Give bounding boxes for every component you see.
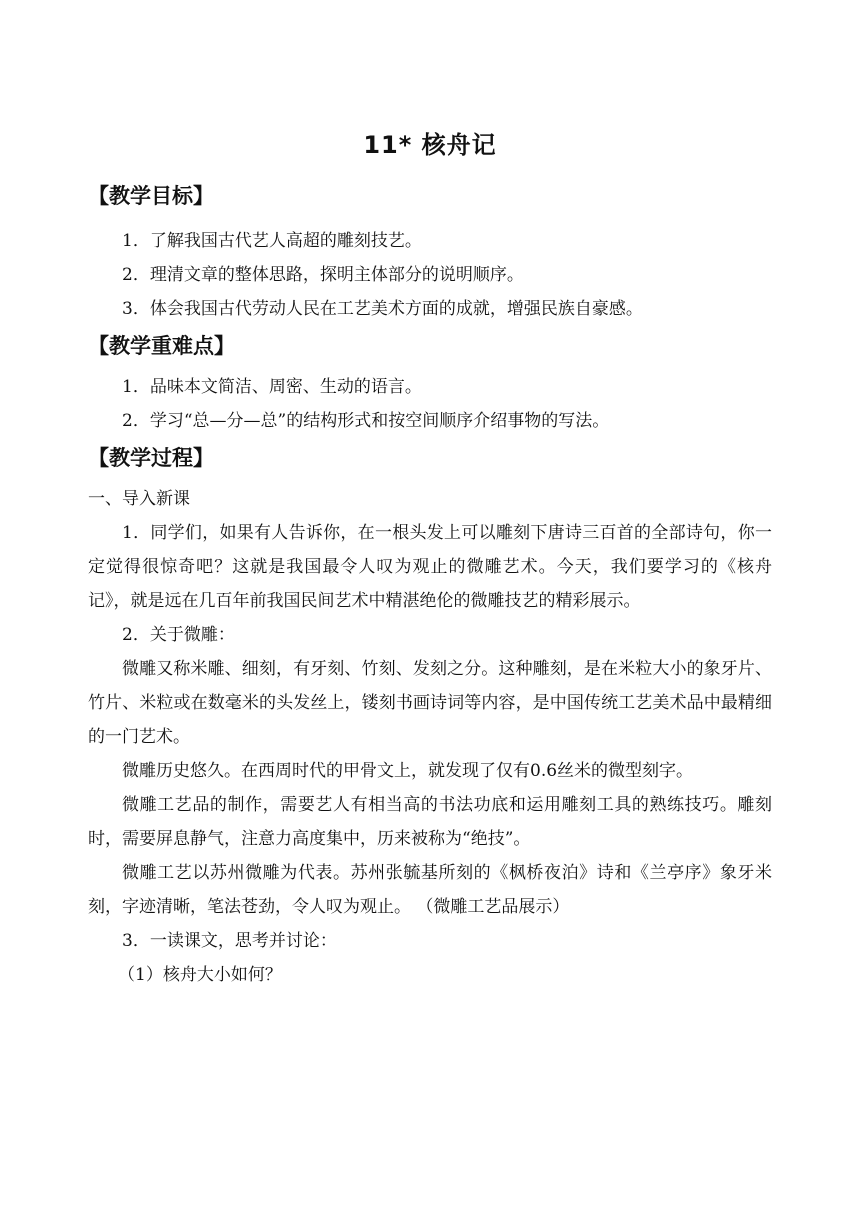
paragraph: 微雕又称米雕、细刻，有牙刻、竹刻、发刻之分。这种雕刻，是在米粒大小的象牙片、竹片、米粒或在数毫米的头发丝上，镂刻书画诗词等内容，是中国传统工艺美术品中最精细的一门艺术。 (88, 659, 772, 747)
list-item: 2．理清文章的整体思路，探明主体部分的说明顺序。 (122, 265, 524, 285)
paragraph: 1．同学们，如果有人告诉你，在一根头发上可以雕刻下唐诗三百首的全部诗句，你一定觉得很惊奇吧？这就是我国最令人叹为观止的微雕艺术。今天，我们要学习的《核舟记》，就是远在几百年前我国民间艺术中精湛绝伦的微雕技艺的精彩展示。 (88, 523, 772, 611)
section-heading-process: 【教学过程】 (88, 446, 214, 470)
list-item: 2．学习“总—分—总”的结构形式和按空间顺序介绍事物的写法。 (122, 411, 610, 431)
paragraph: 微雕工艺以苏州微雕为代表。苏州张毓基所刻的《枫桥夜泊》诗和《兰亭序》象牙米刻，字迹清晰，笔法苍劲，令人叹为观止。 （微雕工艺品展示） (88, 863, 772, 917)
paragraph: 2．关于微雕： (122, 625, 235, 645)
key-points-list (88, 370, 772, 438)
document-body (88, 178, 772, 992)
paragraph: 微雕工艺品的制作，需要艺人有相当高的书法功底和运用雕刻工具的熟练技巧。雕刻时，需要屏息静气，注意力高度集中，历来被称为“绝技”。 (88, 795, 772, 849)
process-subheading: 一、导入新课 (88, 489, 190, 509)
page-title: 11* 核舟记 (363, 131, 497, 159)
section-heading-objectives: 【教学目标】 (88, 184, 214, 208)
discussion-question: （1）核舟大小如何？ (118, 965, 282, 985)
paragraph: 3．一读课文，思考并讨论： (122, 931, 337, 951)
list-item: 1．了解我国古代艺人高超的雕刻技艺。 (122, 231, 422, 251)
list-item: 3．体会我国古代劳动人民在工艺美术方面的成就，增强民族自豪感。 (122, 299, 643, 319)
list-item: 1．品味本文简洁、周密、生动的语言。 (122, 377, 422, 397)
paragraph: 微雕历史悠久。在西周时代的甲骨文上，就发现了仅有0.6丝米的微型刻字。 (122, 761, 694, 781)
section-heading-key-points: 【教学重难点】 (88, 334, 235, 358)
objectives-list (88, 224, 772, 326)
